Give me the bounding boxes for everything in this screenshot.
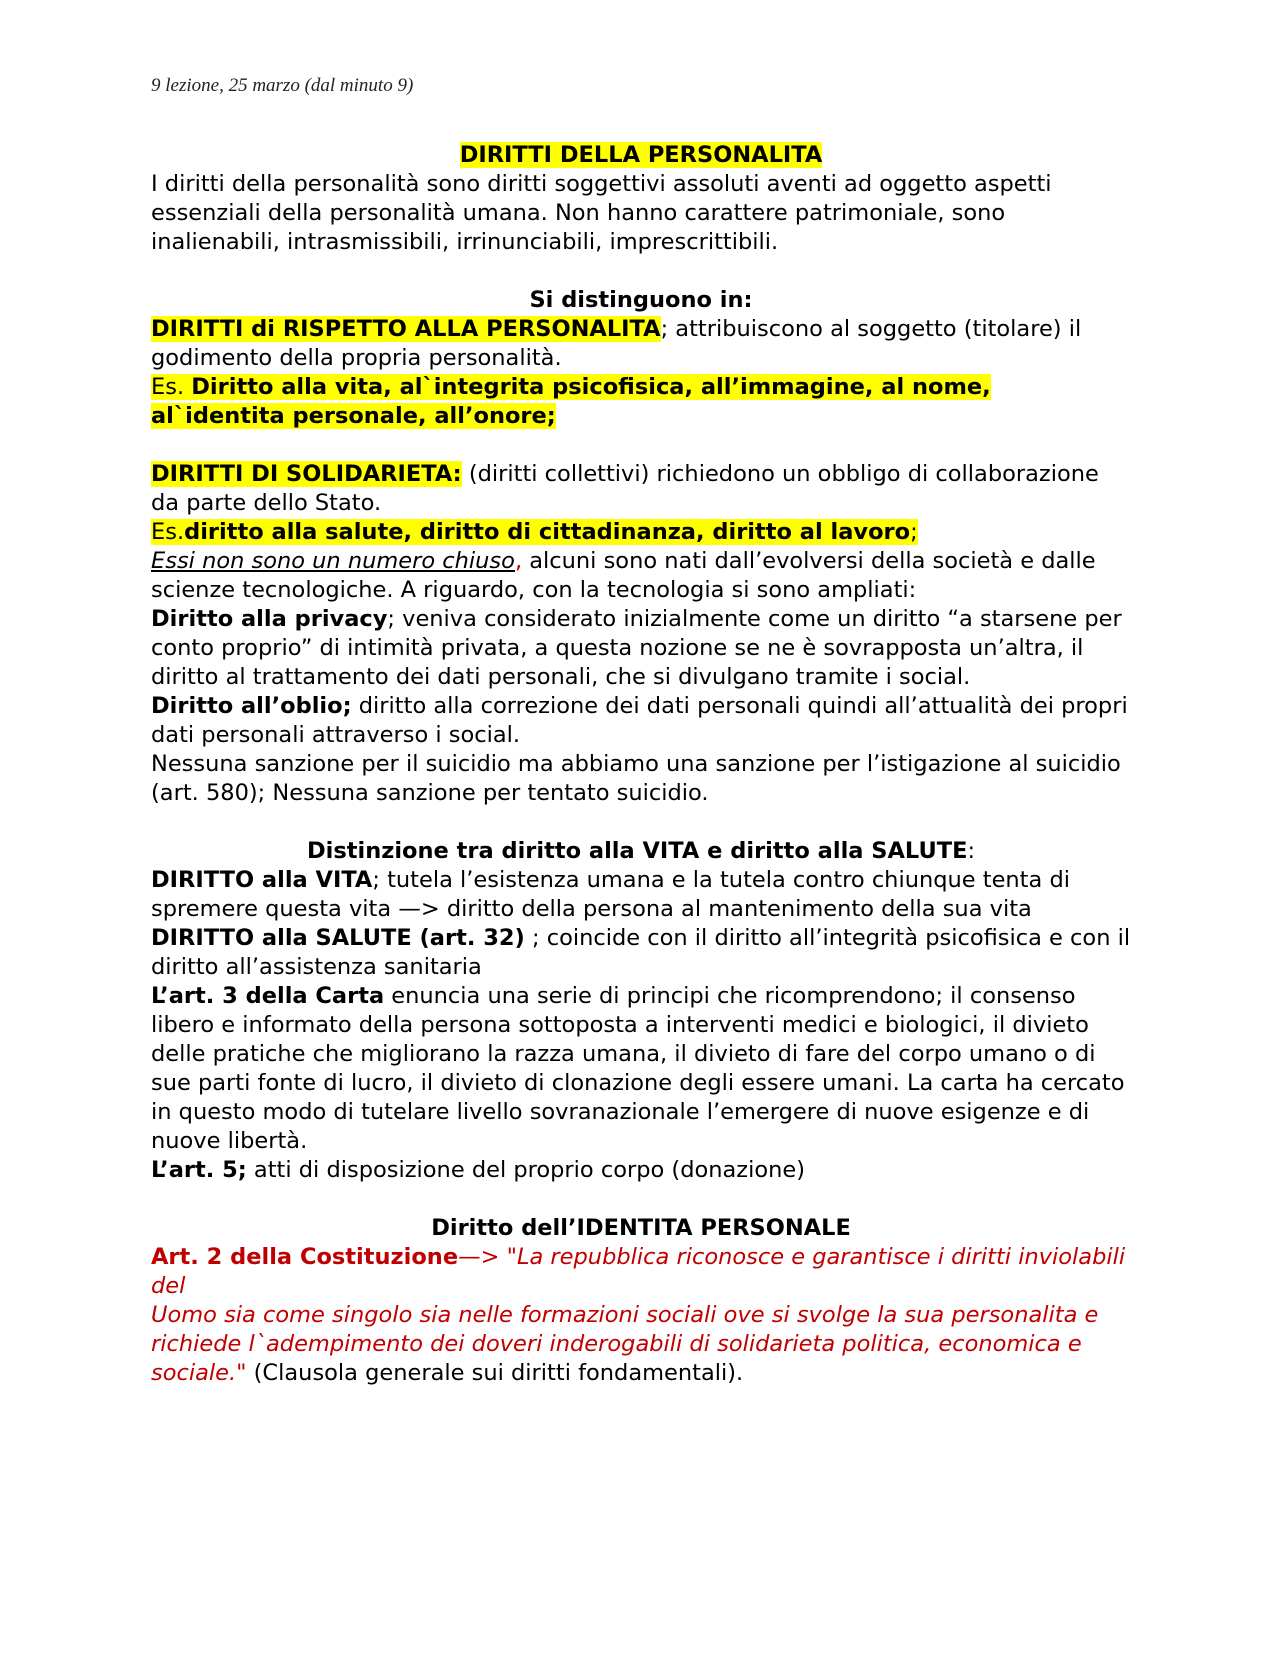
oblio-paragraph [151,692,1131,750]
intro-paragraph: I diritti della personalità sono diritti soggettivi assoluti aventi ad oggetto aspetti essenziali della personalità umana. Non hanno carattere patrimoniale, sono inalienabili, intrasmissibili, irrinunciabili, imprescrittibili. [151,171,1052,255]
solidarity-examples-text: diritto alla salute, diritto di cittadinanza, diritto al lavoro [184,519,911,545]
respect-examples-text: Diritto alla vita, al`integrita psicofisica, all’immagine, al nome, al`identita personale, all’onore; [151,374,991,429]
open-set-text: alcuni sono nati dall’evolversi della società e dalle scienze tecnologiche. A riguardo, con la tecnologia si sono ampliati: [151,548,1096,603]
art2-quote-line1: "La repubblica riconosce e garantisce i diritti inviolabili del [151,1244,1126,1299]
solidarity-examples [151,518,1131,547]
art5-paragraph [151,1156,1131,1185]
art5-label: L’art. 5; [151,1157,247,1183]
spacer [151,257,1131,286]
distinction-heading [151,837,1131,866]
solidarity-examples-end: ; [910,519,918,545]
art5-text: atti di disposizione del proprio corpo (donazione) [246,1157,806,1183]
art3-label: L’art. 3 della Carta [151,983,385,1009]
document-title [151,141,1131,170]
art3-paragraph [151,982,1131,1156]
spacer [151,808,1131,837]
solidarity-paragraph [151,460,1131,518]
distinction-heading-colon: : [967,838,976,864]
suicide-paragraph: Nessuna sanzione per il suicidio ma abbiamo una sanzione per l’istigazione al suicidio (art. 580); Nessuna sanzione per tentato suicidio. [151,751,1121,806]
art2-quote-line2: Uomo sia come singolo sia nelle formazioni sociali ove si svolge la sua personalita e richiede l`adempimento dei doveri inderogabili di solidarieta politica, economica e sociale." [151,1302,1099,1386]
spacer [151,431,1131,460]
art2-label: Art. 2 della Costituzione [151,1244,459,1270]
vita-label: DIRITTO alla VITA [151,867,373,893]
oblio-label: Diritto all’oblio; [151,693,352,719]
respect-text: ; attribuiscono al soggetto (titolare) il godimento della propria personalità. [151,316,1082,371]
art2-note: (Clausola generale sui diritti fondamentali). [246,1360,744,1386]
respect-label: DIRITTI di RISPETTO ALLA PERSONALITA [151,316,661,342]
respect-es-prefix: Es. [151,374,192,400]
distinguish-heading: Si distinguono in: [529,287,753,313]
art2-quote-paragraph [151,1301,1131,1388]
privacy-label: Diritto alla privacy [151,606,388,632]
solidarity-label: DIRITTI DI SOLIDARIETA: [151,461,462,487]
art3-text: enuncia una serie di principi che ricomprendono; il consenso libero e informato della persona sottoposta a interventi medici e biologici, il divieto delle pratiche che migliorano la razza umana, il divieto di fare del corpo umano o di sue parti fonte di lucro, il divieto di clonazione degli essere umani. La carta ha cercato in questo modo di tutelare livello sovranazionale l’emergere di nuove esigenze e di nuove libertà. [151,983,1125,1154]
open-set-comma: , [514,548,523,574]
document-page [151,74,1131,1388]
lesson-header: 9 lezione, 25 marzo (dal minuto 9) [151,75,414,96]
title-text: DIRITTI DELLA PERSONALITA [459,142,823,168]
salute-paragraph [151,924,1131,982]
respect-examples [151,373,1131,431]
oblio-text: diritto alla correzione dei dati personali quindi all’attualità dei propri dati personali attraverso i social. [151,693,1128,748]
respect-paragraph [151,315,1131,373]
privacy-text: ; veniva considerato inizialmente come un diritto “a starsene per conto proprio” di intimità privata, a questa nozione se ne è sovrapposta un’altra, il diritto al trattamento dei dati personali, che si divulgano tramite i social. [151,606,1122,690]
spacer [151,1185,1131,1214]
vita-text: ; tutela l’esistenza umana e la tutela contro chiunque tenta di spremere questa vita —> diritto della persona al mantenimento della sua vita [151,867,1070,922]
identity-heading: Diritto dell’IDENTITA PERSONALE [431,1215,851,1241]
vita-paragraph [151,866,1131,924]
privacy-paragraph [151,605,1131,692]
art2-paragraph [151,1243,1131,1301]
salute-text: ; coincide con il diritto all’integrità psicofisica e con il diritto all’assistenza sanitaria [151,925,1131,980]
distinction-heading-text: Distinzione tra diritto alla VITA e diritto alla SALUTE [306,838,968,864]
open-set-paragraph [151,547,1131,605]
solidarity-es-prefix: Es. [151,519,185,545]
solidarity-text: (diritti collettivi) richiedono un obbligo di collaborazione da parte dello Stato. [151,461,1099,516]
art2-arrow: —> [458,1244,507,1270]
open-set-italic: Essi non sono un numero chiuso [151,548,515,574]
salute-label: DIRITTO alla SALUTE (art. 32) [151,925,525,951]
